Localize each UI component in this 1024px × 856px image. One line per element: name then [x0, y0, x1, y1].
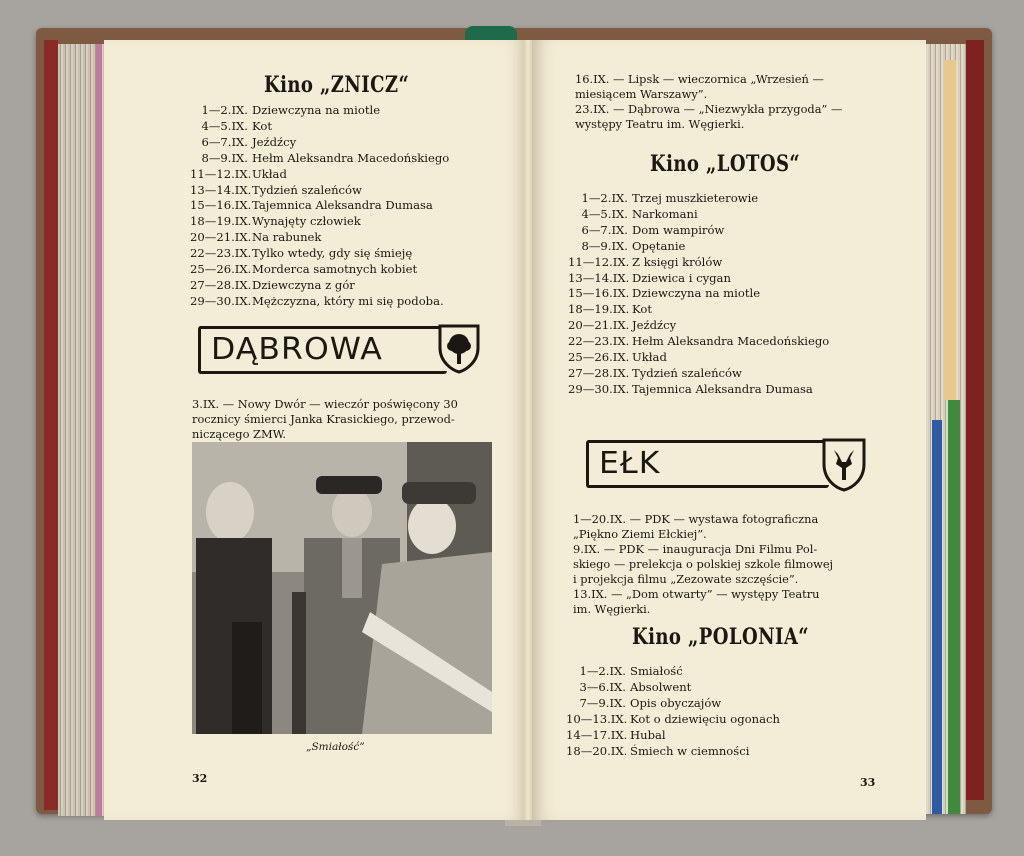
schedule-row — [190, 278, 449, 294]
schedule-title: Układ — [632, 350, 667, 365]
schedule-row — [568, 255, 829, 271]
schedule-dates: 7—9.IX. — [579, 695, 626, 710]
kino-lotos-schedule — [568, 191, 829, 398]
schedule-title: Z księgi królów — [632, 254, 723, 269]
schedule-dates: 13—14.IX. — [190, 182, 252, 197]
schedule-row — [190, 135, 449, 151]
schedule-title: Jeźdźcy — [252, 134, 297, 149]
schedule-dates: 1—2.IX. — [581, 191, 628, 205]
dabrowa-crest-icon — [436, 322, 482, 374]
schedule-title: Tylko wtedy, gdy się śmieję — [252, 246, 413, 261]
kino-polonia-schedule — [566, 664, 780, 759]
event-line: 1—20.IX. — PDK — wystawa fotograficzna — [573, 512, 819, 526]
schedule-title: Wynajęty człowiek — [252, 214, 361, 229]
schedule-row — [566, 744, 780, 760]
schedule-title: Dziewczyna na miotle — [252, 103, 381, 117]
schedule-dates: 27—28.IX. — [568, 365, 630, 380]
schedule-row — [190, 198, 449, 214]
page-edge-tab-pink — [96, 44, 102, 816]
film-still-photo — [192, 442, 492, 734]
schedule-dates: 6—7.IX. — [581, 222, 628, 237]
schedule-dates: 29—30.IX. — [190, 293, 252, 308]
film-still-image — [192, 442, 492, 734]
schedule-dates: 4—5.IX. — [581, 206, 628, 221]
schedule-row — [190, 246, 449, 262]
schedule-title: Trzej muszkieterowie — [632, 191, 759, 205]
page-number-right: 33 — [860, 776, 876, 789]
schedule-dates: 15—16.IX. — [190, 198, 252, 213]
page-edges-left — [58, 44, 110, 816]
schedule-title: Dziewczyna na miotle — [632, 286, 761, 301]
schedule-title: Mężczyzna, który mi się podoba. — [252, 293, 444, 308]
dabrowa-events — [192, 397, 458, 442]
schedule-title: Na rabunek — [252, 230, 322, 245]
page-number-left: 32 — [192, 772, 208, 785]
schedule-dates: 6—7.IX. — [201, 134, 248, 149]
schedule-title: Układ — [252, 166, 287, 181]
event-line: 9.IX. — PDK — inauguracja Dni Filmu Pol- — [573, 542, 818, 556]
schedule-row — [566, 696, 780, 712]
schedule-title: Narkomani — [632, 206, 698, 221]
elk-banner — [586, 440, 829, 488]
schedule-title: Kot — [632, 302, 652, 317]
schedule-row — [190, 183, 449, 199]
schedule-dates: 25—26.IX. — [190, 262, 252, 277]
schedule-dates: 13—14.IX. — [568, 270, 630, 285]
schedule-title: Tajemnica Aleksandra Dumasa — [252, 198, 433, 213]
cover-spine-left — [44, 40, 58, 810]
schedule-row — [566, 712, 780, 728]
schedule-row — [568, 302, 829, 318]
schedule-dates: 14—17.IX. — [566, 727, 628, 742]
schedule-title: Jeźdźcy — [632, 318, 677, 333]
event-line: im. Węgierki. — [573, 602, 651, 616]
schedule-title: Kot — [252, 118, 272, 133]
event-line: rocznicy śmierci Janka Krasickiego, przewod- — [192, 412, 455, 426]
schedule-title: Tydzień szaleńców — [252, 182, 362, 197]
schedule-title: Kot o dziewięciu ogonach — [630, 711, 781, 726]
schedule-title: Smiałość — [630, 664, 683, 678]
schedule-dates: 3—6.IX. — [579, 679, 626, 694]
schedule-dates: 27—28.IX. — [190, 277, 252, 292]
kino-polonia-title: Kino „POLONIA“ — [632, 624, 810, 650]
schedule-row — [190, 230, 449, 246]
schedule-title: Absolwent — [630, 679, 692, 694]
schedule-title: Tajemnica Aleksandra Dumasa — [632, 381, 813, 396]
schedule-dates: 20—21.IX. — [190, 230, 252, 245]
schedule-dates: 8—9.IX. — [201, 150, 248, 165]
schedule-dates: 1—2.IX. — [201, 103, 248, 117]
page-edge-tab-yellow — [944, 60, 956, 400]
schedule-dates: 22—23.IX. — [190, 246, 252, 261]
dabrowa-banner-text: DĄBROWA — [211, 332, 383, 367]
event-line: występy Teatru im. Węgierki. — [575, 117, 745, 131]
schedule-row — [566, 728, 780, 744]
schedule-dates: 4—5.IX. — [201, 118, 248, 133]
event-line: „Piękno Ziemi Ełckiej”. — [573, 527, 707, 541]
schedule-row — [568, 286, 829, 302]
schedule-dates: 1—2.IX. — [579, 664, 626, 678]
schedule-dates: 18—20.IX. — [566, 743, 628, 758]
schedule-title: Hubal — [630, 727, 666, 742]
schedule-dates: 10—13.IX. — [566, 711, 628, 726]
dabrowa-banner — [198, 326, 447, 374]
schedule-row — [568, 366, 829, 382]
schedule-row — [190, 294, 449, 310]
event-line: i projekcja filmu „Zezowate szczęście”. — [573, 572, 799, 586]
event-line: 3.IX. — Nowy Dwór — wieczór poświęcony 30 — [192, 397, 458, 411]
schedule-title: Dziewica i cygan — [632, 270, 731, 285]
event-line: miesiącem Warszawy”. — [575, 87, 708, 101]
schedule-title: Hełm Aleksandra Macedońskiego — [632, 334, 830, 349]
photo-caption: „Smiałość” — [306, 741, 365, 753]
schedule-row — [190, 262, 449, 278]
schedule-title: Śmiech w ciemności — [630, 743, 750, 758]
schedule-title: Dom wampirów — [632, 222, 725, 237]
book-gutter — [524, 40, 532, 820]
schedule-row — [568, 191, 829, 207]
schedule-title: Opis obyczajów — [630, 695, 722, 710]
schedule-title: Opętanie — [632, 238, 686, 253]
schedule-row — [568, 382, 829, 398]
schedule-dates: 20—21.IX. — [568, 318, 630, 333]
kino-lotos-title: Kino „LOTOS“ — [650, 151, 801, 177]
event-line: 16.IX. — Lipsk — wieczornica „Wrzesień — — [575, 72, 824, 86]
schedule-row — [568, 318, 829, 334]
kino-znicz-schedule — [190, 103, 449, 310]
schedule-row — [568, 350, 829, 366]
event-line: niczącego ZMW. — [192, 427, 286, 441]
event-line: 23.IX. — Dąbrowa — „Niezwykła przygoda” — — [575, 102, 843, 116]
page-edge-tab-green — [948, 400, 960, 814]
schedule-dates: 8—9.IX. — [581, 238, 628, 253]
event-line: skiego — prelekcja o polskiej szkole filmowej — [573, 557, 834, 571]
event-line: 13.IX. — „Dom otwarty” — występy Teatru — [573, 587, 820, 601]
schedule-dates: 18—19.IX. — [190, 214, 252, 229]
schedule-title: Morderca samotnych kobiet — [252, 262, 418, 277]
kino-znicz-title: Kino „ZNICZ“ — [264, 72, 410, 98]
elk-crest-icon — [820, 436, 868, 492]
schedule-row — [190, 167, 449, 183]
schedule-title: Tydzień szaleńców — [632, 365, 742, 380]
schedule-dates: 29—30.IX. — [568, 381, 630, 396]
schedule-row — [568, 239, 829, 255]
schedule-row — [568, 334, 829, 350]
schedule-row — [190, 151, 449, 167]
schedule-dates: 18—19.IX. — [568, 302, 630, 317]
cover-spine-right — [966, 40, 984, 800]
schedule-dates: 15—16.IX. — [568, 286, 630, 301]
schedule-row — [566, 680, 780, 696]
schedule-title: Hełm Aleksandra Macedońskiego — [252, 150, 450, 165]
schedule-title: Dziewczyna z gór — [252, 277, 355, 292]
schedule-dates: 11—12.IX. — [190, 166, 252, 181]
dabrowa-events-continued — [575, 72, 842, 132]
elk-events — [573, 512, 833, 617]
elk-banner-text: EŁK — [599, 446, 661, 481]
schedule-row — [566, 664, 780, 680]
schedule-row — [568, 271, 829, 287]
schedule-row — [568, 223, 829, 239]
schedule-row — [190, 214, 449, 230]
schedule-dates: 22—23.IX. — [568, 334, 630, 349]
schedule-dates: 25—26.IX. — [568, 350, 630, 365]
schedule-dates: 11—12.IX. — [568, 254, 630, 269]
page-edge-tab-blue — [932, 420, 942, 814]
schedule-row — [568, 207, 829, 223]
schedule-row — [190, 119, 449, 135]
schedule-row — [190, 103, 449, 119]
